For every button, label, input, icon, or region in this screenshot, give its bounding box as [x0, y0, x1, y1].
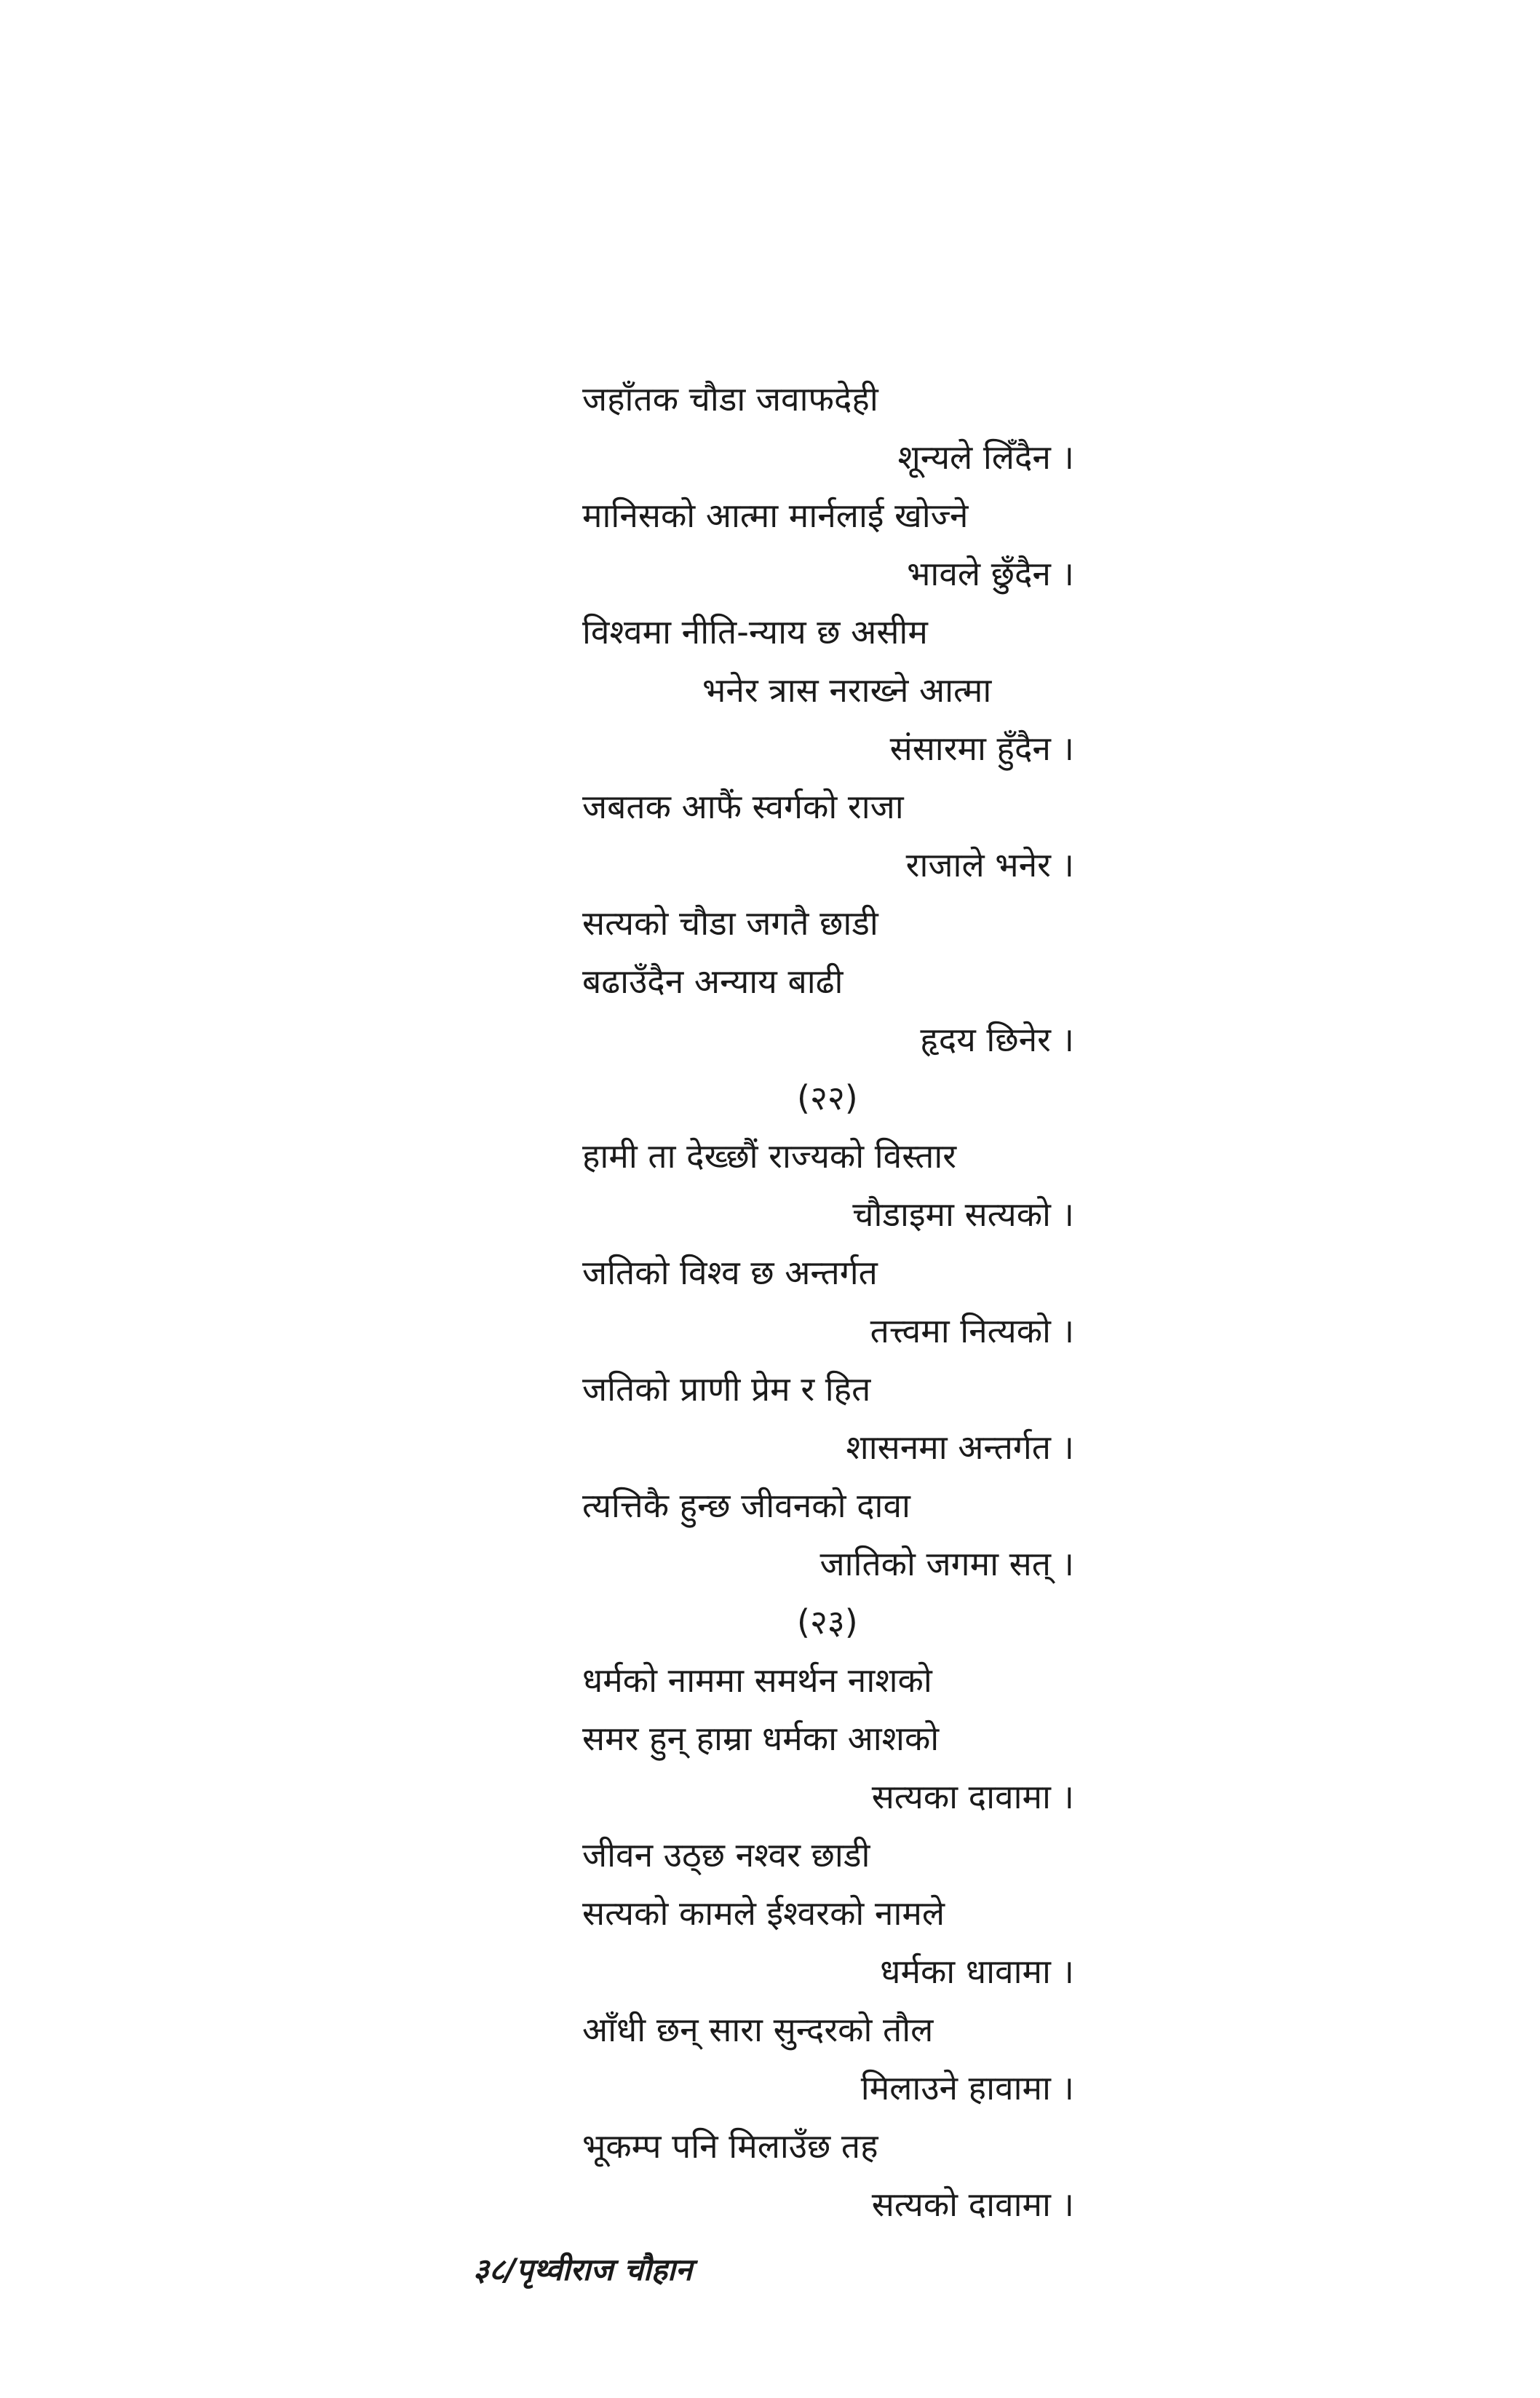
poem-line: राजाले भनेर । — [905, 845, 1074, 885]
stanza-number: (२३) — [797, 1602, 858, 1642]
poem-line: हामी ता देख्छौं राज्यको विस्तार — [582, 1136, 957, 1176]
poem-line: सत्यको दावामा । — [871, 2185, 1074, 2224]
poem-line: शासनमा अन्तर्गत । — [846, 1428, 1074, 1467]
poem-line: आँधी छन् सारा सुन्दरको तौल — [582, 2010, 934, 2049]
poem-line: शून्यले लिँदैन । — [897, 438, 1074, 477]
poem-line: विश्वमा नीति-न्याय छ असीम — [582, 612, 928, 652]
poem-line: समर हुन् हाम्रा धर्मका आशको — [582, 1719, 940, 1758]
poem-line: मानिसको आत्मा मार्नलाई खोज्ने — [582, 496, 969, 535]
poem-line: जबतक आफैं स्वर्गको राजा — [582, 787, 904, 826]
poem-line: तत्त्वमा नित्यको । — [870, 1311, 1074, 1350]
poem-line: जहाँतक चौडा जवाफदेही — [582, 379, 878, 419]
stanza-number: (२२) — [797, 1078, 858, 1117]
page-footer: ३८/पृथ्वीराज चौहान — [473, 2252, 693, 2287]
poem-line: सत्यको कामले ईश्वरको नामले — [582, 1894, 945, 1933]
poem-line: बढाउँदैन अन्याय बाढी — [582, 962, 844, 1001]
poem-line: धर्मका धावामा । — [880, 1952, 1074, 1991]
poem-line: भूकम्प पनि मिलाउँछ तह — [582, 2126, 878, 2166]
poem-line: जातिको जगमा सत् । — [819, 1544, 1074, 1583]
poem-line: धर्मको नाममा समर्थन नाशको — [582, 1661, 932, 1700]
poem-line: संसारमा हुँदैन । — [889, 729, 1074, 768]
poem-line: सत्यका दावामा । — [871, 1777, 1074, 1816]
poem-line: जतिको विश्व छ अन्तर्गत — [582, 1253, 878, 1292]
poem-line: त्यत्तिकै हुन्छ जीवनको दावा — [582, 1486, 910, 1525]
poem-line: मिलाउने हावामा । — [860, 2068, 1074, 2108]
poem-line: चौडाइमा सत्यको । — [852, 1195, 1074, 1234]
poem-line: सत्यको चौडा जगतै छाडी — [582, 903, 878, 943]
poem-line: भनेर त्रास नराख्ने आत्मा — [702, 670, 992, 710]
poem-line: हृदय छिनेर । — [920, 1020, 1074, 1059]
poem-line: भावले छुँदैन । — [907, 554, 1074, 593]
poem-line: जीवन उठ्छ नश्वर छाडी — [582, 1835, 870, 1875]
poem-line: जतिको प्राणी प्रेम र हित — [582, 1369, 871, 1409]
